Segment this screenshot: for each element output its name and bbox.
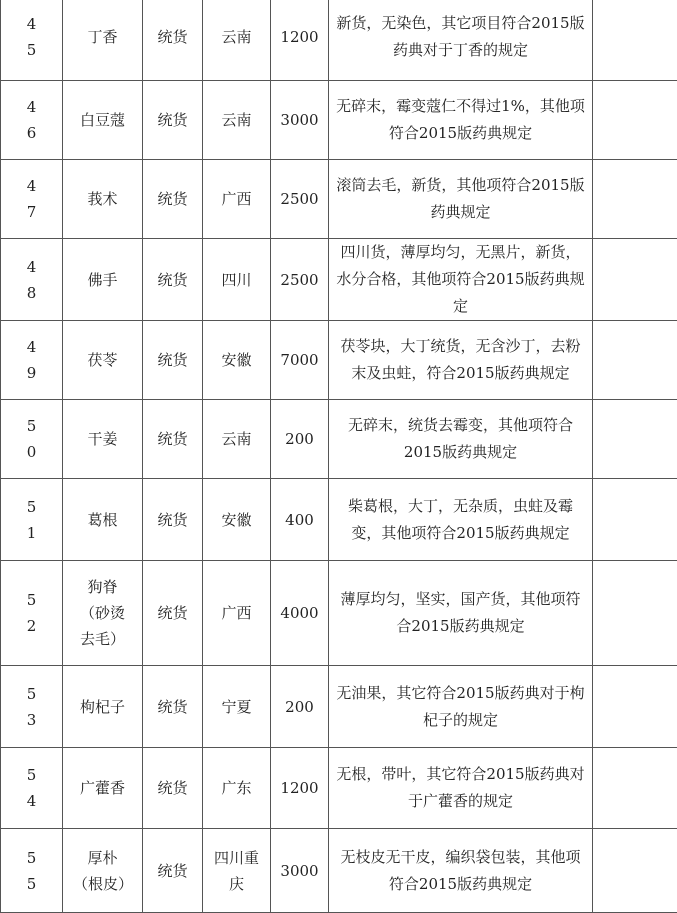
origin: 云南 <box>203 81 271 160</box>
origin: 广西 <box>203 160 271 239</box>
row-number: 50 <box>1 400 63 479</box>
row-number: 47 <box>1 160 63 239</box>
quantity: 2500 <box>271 160 329 239</box>
quantity: 200 <box>271 666 329 748</box>
empty-cell <box>593 160 677 239</box>
quality-requirement: 新货，无染色，其它项目符合2015版药典对于丁香的规定 <box>329 0 593 81</box>
grade: 统货 <box>143 400 203 479</box>
row-number: 46 <box>1 81 63 160</box>
origin: 云南 <box>203 0 271 81</box>
grade: 统货 <box>143 239 203 321</box>
herb-name: 茯苓 <box>63 321 143 400</box>
table-row <box>1 81 677 160</box>
empty-cell <box>593 81 677 160</box>
quantity: 200 <box>271 400 329 479</box>
herb-name: 莪术 <box>63 160 143 239</box>
origin: 安徽 <box>203 479 271 561</box>
grade: 统货 <box>143 321 203 400</box>
herb-name: 广藿香 <box>63 748 143 829</box>
table-row <box>1 239 677 321</box>
herb-name: 葛根 <box>63 479 143 561</box>
table-row <box>1 0 677 81</box>
origin: 广东 <box>203 748 271 829</box>
quality-requirement: 无油果，其它符合2015版药典对于枸杞子的规定 <box>329 666 593 748</box>
row-number: 49 <box>1 321 63 400</box>
quality-requirement: 柴葛根，大丁，无杂质，虫蛀及霉变，其他项符合2015版药典规定 <box>329 479 593 561</box>
grade: 统货 <box>143 0 203 81</box>
quantity: 2500 <box>271 239 329 321</box>
herb-name: 白豆蔻 <box>63 81 143 160</box>
grade: 统货 <box>143 160 203 239</box>
empty-cell <box>593 321 677 400</box>
table-row <box>1 561 677 666</box>
quantity: 4000 <box>271 561 329 666</box>
quantity: 400 <box>271 479 329 561</box>
quantity: 3000 <box>271 829 329 913</box>
table-row <box>1 829 677 913</box>
empty-cell <box>593 666 677 748</box>
grade: 统货 <box>143 748 203 829</box>
herb-name: 干姜 <box>63 400 143 479</box>
table-row <box>1 400 677 479</box>
grade: 统货 <box>143 666 203 748</box>
quality-requirement: 薄厚均匀，坚实，国产货，其他项符合2015版药典规定 <box>329 561 593 666</box>
grade: 统货 <box>143 479 203 561</box>
row-number: 51 <box>1 479 63 561</box>
quantity: 7000 <box>271 321 329 400</box>
origin: 四川重庆 <box>203 829 271 913</box>
table-row <box>1 748 677 829</box>
quality-requirement: 无碎末，统货去霉变，其他项符合2015版药典规定 <box>329 400 593 479</box>
empty-cell <box>593 748 677 829</box>
table-row <box>1 160 677 239</box>
herb-name: 狗脊（砂烫去毛） <box>63 561 143 666</box>
origin: 宁夏 <box>203 666 271 748</box>
quality-requirement: 无枝皮无干皮，编织袋包装，其他项符合2015版药典规定 <box>329 829 593 913</box>
row-number: 55 <box>1 829 63 913</box>
origin: 广西 <box>203 561 271 666</box>
empty-cell <box>593 400 677 479</box>
origin: 云南 <box>203 400 271 479</box>
herb-name: 枸杞子 <box>63 666 143 748</box>
quality-requirement: 滚筒去毛，新货，其他项符合2015版药典规定 <box>329 160 593 239</box>
empty-cell <box>593 561 677 666</box>
quality-requirement: 四川货，薄厚均匀，无黑片，新货，水分合格，其他项符合2015版药典规定 <box>329 239 593 321</box>
quality-requirement: 无根，带叶，其它符合2015版药典对于广藿香的规定 <box>329 748 593 829</box>
row-number: 53 <box>1 666 63 748</box>
grade: 统货 <box>143 561 203 666</box>
empty-cell <box>593 829 677 913</box>
quantity: 1200 <box>271 0 329 81</box>
herb-name: 厚朴（根皮） <box>63 829 143 913</box>
row-number: 45 <box>1 0 63 81</box>
table-row <box>1 479 677 561</box>
row-number: 54 <box>1 748 63 829</box>
grade: 统货 <box>143 81 203 160</box>
quality-requirement: 无碎末，霉变蔻仁不得过1%，其他项符合2015版药典规定 <box>329 81 593 160</box>
origin: 安徽 <box>203 321 271 400</box>
empty-cell <box>593 239 677 321</box>
origin: 四川 <box>203 239 271 321</box>
quantity: 3000 <box>271 81 329 160</box>
empty-cell <box>593 479 677 561</box>
quantity: 1200 <box>271 748 329 829</box>
grade: 统货 <box>143 829 203 913</box>
herb-name: 丁香 <box>63 0 143 81</box>
table-row <box>1 666 677 748</box>
herb-name: 佛手 <box>63 239 143 321</box>
row-number: 52 <box>1 561 63 666</box>
table-row <box>1 321 677 400</box>
empty-cell <box>593 0 677 81</box>
quality-requirement: 茯苓块，大丁统货，无含沙丁，去粉末及虫蛀，符合2015版药典规定 <box>329 321 593 400</box>
row-number: 48 <box>1 239 63 321</box>
